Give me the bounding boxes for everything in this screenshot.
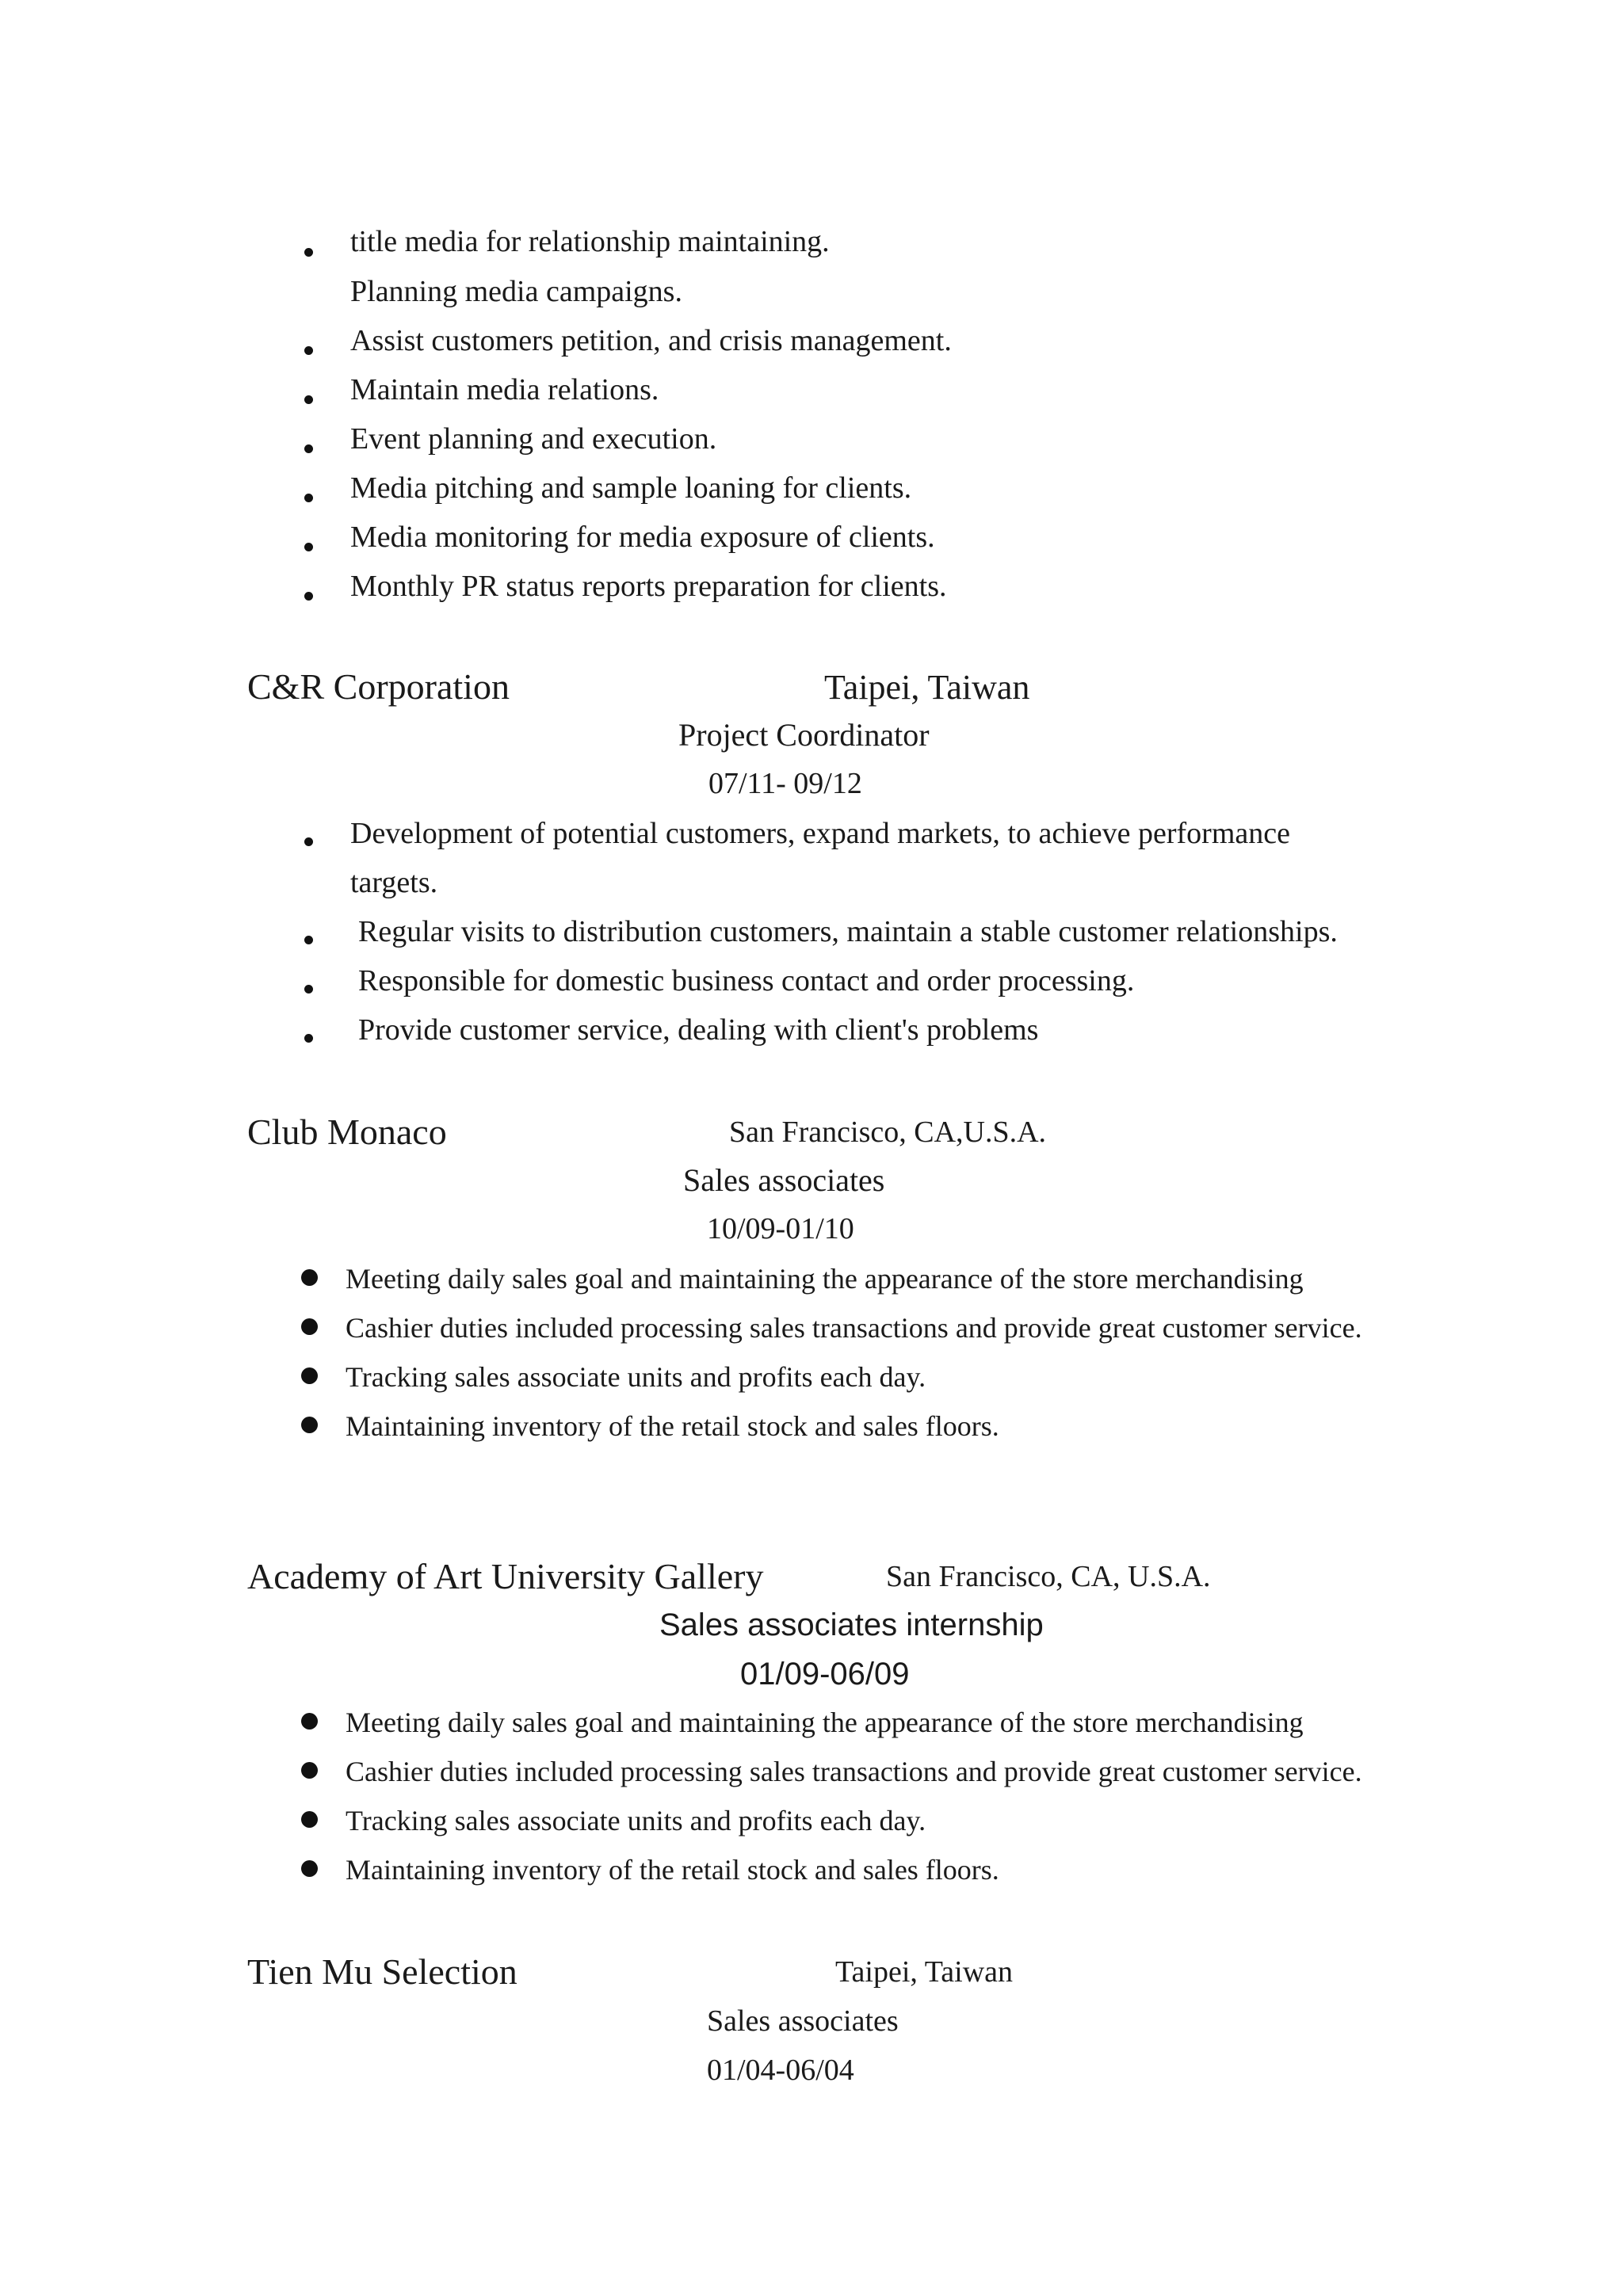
list-item: Media pitching and sample loaning for clients.: [350, 471, 912, 505]
bullet-icon: [301, 1713, 318, 1730]
bullet-icon: [304, 494, 313, 502]
bullet-icon: [304, 837, 313, 846]
company-name: Academy of Art University Gallery: [247, 1556, 764, 1596]
list-item: Planning media campaigns.: [350, 275, 682, 308]
list-item: Cashier duties included processing sales transactions and provide great customer service.: [346, 1312, 1362, 1344]
list-item: Maintaining inventory of the retail stock and sales floors.: [346, 1410, 999, 1442]
job-dates: 01/04-06/04: [707, 2054, 854, 2087]
job-location: Taipei, Taiwan: [824, 668, 1030, 707]
bullet-icon: [304, 936, 313, 944]
list-item: Responsible for domestic business contact and order processing.: [358, 964, 1135, 997]
list-item: Media monitoring for media exposure of clients.: [350, 521, 935, 554]
list-item: Monthly PR status reports preparation for clients.: [350, 570, 947, 603]
bullet-icon: [304, 985, 313, 994]
bullet-icon: [301, 1269, 318, 1286]
company-name: Club Monaco: [247, 1112, 447, 1152]
list-item: Meeting daily sales goal and maintaining the appearance of the store merchandising: [346, 1707, 1304, 1738]
company-name: Tien Mu Selection: [247, 1951, 517, 1992]
job-location: San Francisco, CA, U.S.A.: [886, 1560, 1211, 1593]
list-item: Development of potential customers, expand markets, to achieve performance: [350, 817, 1290, 850]
intro-continuation: title media for relationship maintaining.: [350, 225, 830, 258]
bullet-icon: [301, 1367, 318, 1384]
job-location: San Francisco, CA,U.S.A.: [729, 1116, 1047, 1149]
list-item: Provide customer service, dealing with client's problems: [358, 1013, 1039, 1047]
job-title: Sales associates: [683, 1162, 885, 1198]
list-item: Assist customers petition, and crisis management.: [350, 324, 952, 357]
bullet-icon: [304, 592, 313, 601]
job-location: Taipei, Taiwan: [835, 1955, 1014, 1989]
bullet-icon: [304, 248, 313, 257]
job-dates: 07/11- 09/12: [708, 767, 862, 800]
bullet-icon: [304, 346, 313, 355]
bullet-icon: [301, 1860, 318, 1877]
bullet-icon: [304, 1034, 313, 1043]
job-title: Sales associates internship: [659, 1608, 1044, 1642]
list-item-continuation: targets.: [350, 866, 438, 899]
job-dates: 10/09-01/10: [707, 1212, 854, 1245]
list-item: Maintaining inventory of the retail stock and sales floors.: [346, 1854, 999, 1886]
list-item: Cashier duties included processing sales transactions and provide great customer service.: [346, 1756, 1362, 1787]
bullet-icon: [301, 1417, 318, 1433]
bullet-icon: [304, 444, 313, 453]
job-title: Project Coordinator: [678, 717, 930, 753]
list-item: Tracking sales associate units and profits each day.: [346, 1805, 926, 1836]
bullet-icon: [301, 1762, 318, 1779]
list-item: Event planning and execution.: [350, 422, 717, 456]
bullet-icon: [304, 395, 313, 404]
company-name: C&R Corporation: [247, 666, 510, 707]
job-dates: 01/09-06/09: [740, 1657, 910, 1691]
list-item: Meeting daily sales goal and maintaining the appearance of the store merchandising: [346, 1263, 1304, 1295]
bullet-icon: [301, 1811, 318, 1828]
job-title: Sales associates: [707, 2004, 899, 2038]
bullet-icon: [301, 1318, 318, 1335]
list-item: Tracking sales associate units and profits each day.: [346, 1361, 926, 1393]
bullet-icon: [304, 543, 313, 551]
list-item: Regular visits to distribution customers, maintain a stable customer relationships.: [358, 915, 1338, 948]
list-item: Maintain media relations.: [350, 373, 659, 406]
